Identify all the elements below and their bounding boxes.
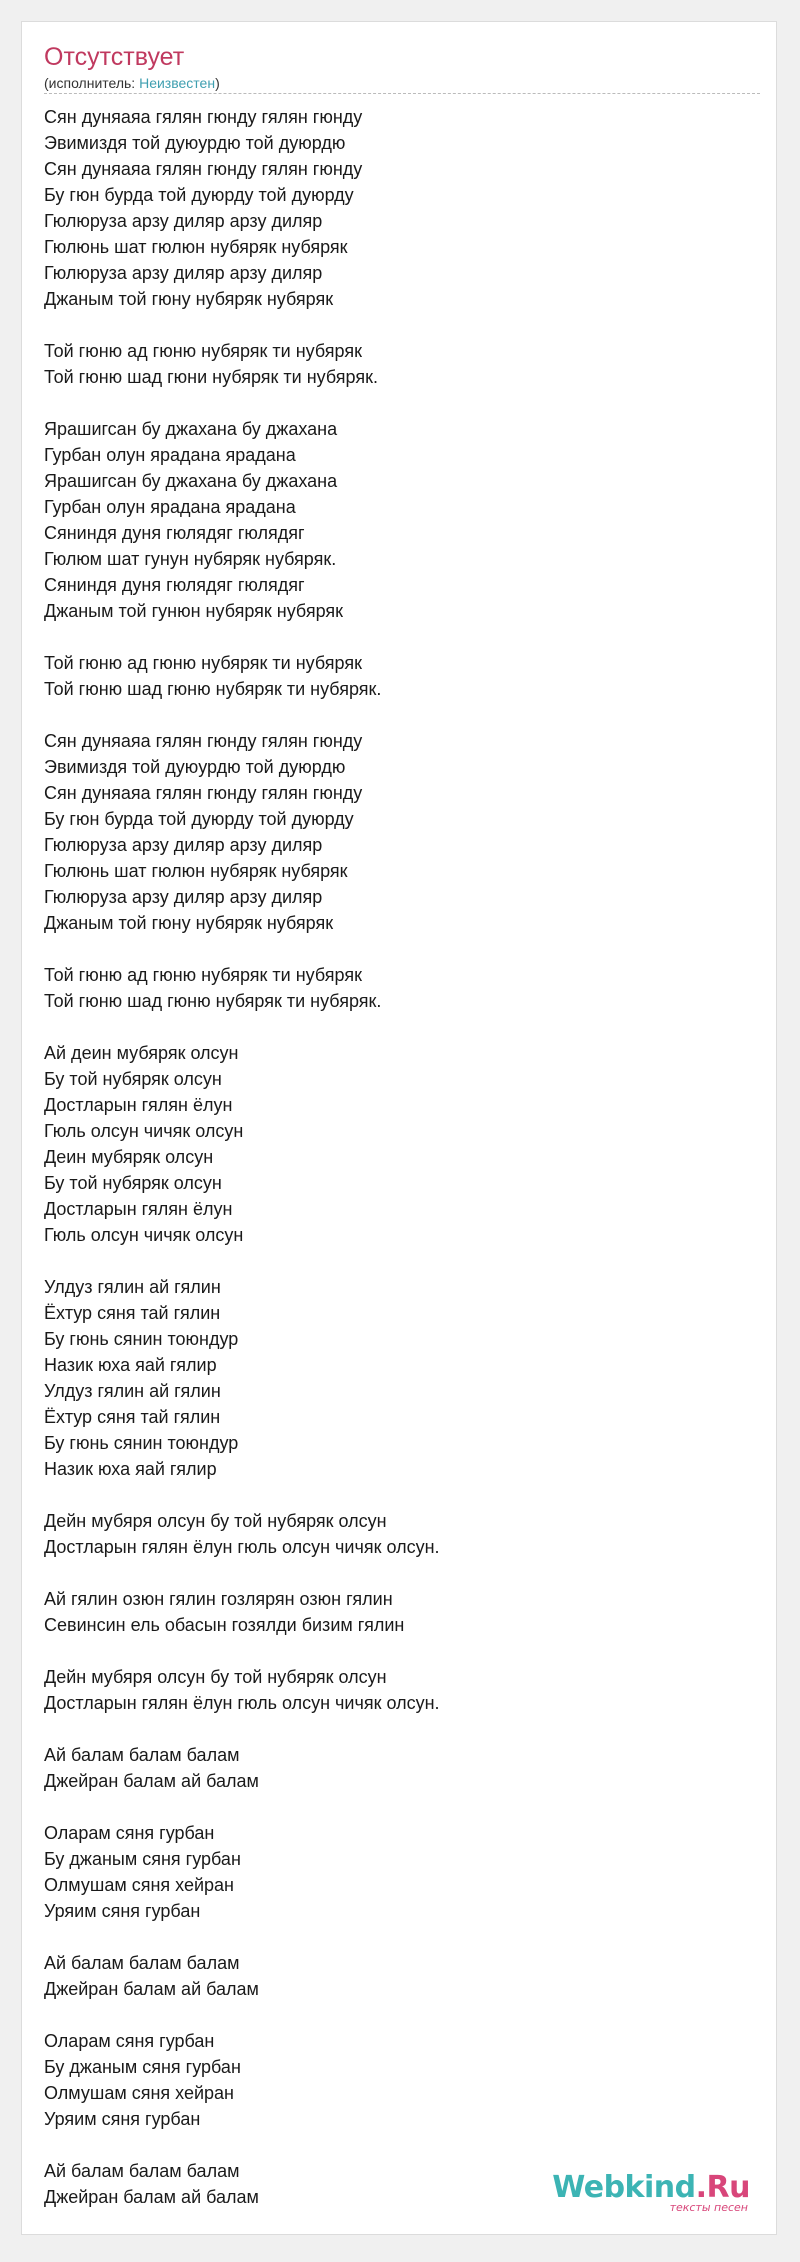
artist-prefix: (исполнитель: [44, 75, 140, 91]
logo-tld: .Ru [695, 2170, 750, 2205]
artist-link[interactable]: Неизвестен [139, 75, 216, 91]
logo-name: Webkind [552, 2170, 696, 2205]
header-divider [44, 93, 760, 94]
site-logo[interactable] [552, 2172, 750, 2214]
artist-suffix: ) [215, 75, 220, 91]
logo-tagline: тексты песен [669, 2201, 748, 2214]
song-title: Отсутствует [44, 43, 185, 71]
logo-wordmark [552, 2172, 750, 2204]
artist-line [44, 74, 220, 92]
lyrics-card [21, 21, 777, 2235]
lyrics-text: Сян дуняаяа гялян гюнду гялян гюнду Эвимиздя той дуюурдю той дуюрдю Сян дуняаяа гялян гюнду гялян гюнду Бу гюн бурда той дуюрду той дуюрду Гюлюруза арзу диляр арзу диляр Гюлюнь шат гюлюн нубяряк нубяряк Гюлюруза арзу диляр арзу диляр Джаным той гюну нубяряк нубяряк Той гюню ад гюню нубяряк ти нубяряк Той гюню шад гюни нубяряк ти нубяряк. Ярашигсан бу джахана бу джахана Гурбан олун ярадана ярадана Ярашигсан бу джахана бу джахана Гурбан олун ярадана ярадана Сяниндя дуня гюлядяг гюлядяг Гюлюм шат гунун нубяряк нубяряк. Сяниндя дуня гюлядяг гюлядяг Джаным той гунюн нубяряк нубяряк Той гюню ад гюню нубяряк ти нубяряк Той гюню шад гюню нубяряк ти нубяряк. Сян дуняаяа гялян гюнду гялян гюнду Эвимиздя той дуюурдю той дуюрдю Сян дуняаяа гялян гюнду гялян гюнду Бу гюн бурда той дуюрду той дуюрду Гюлюруза арзу диляр арзу диляр Гюлюнь шат гюлюн нубяряк нубяряк Гюлюруза арзу диляр арзу диляр Джаным той гюну нубяряк нубяряк Той гюню ад гюню нубяряк ти нубяряк Той гюню шад гюню нубяряк ти нубяряк. Ай деин мубяряк олсун Бу той нубяряк олсун Достларын гялян ёлун Гюль олсун чичяк олсун Деин мубяряк олсун Бу той нубяряк олсун Достларын гялян ёлун Гюль олсун чичяк олсун Улдуз гялин ай гялин Ёхтур сяня тай гялин Бу гюнь сянин тоюндур Назик юха яай гялир Улдуз гялин ай гялин Ёхтур сяня тай гялин Бу гюнь сянин тоюндур Назик юха яай гялир Дейн мубяря олсун бу той нубяряк олсун Достларын гялян ёлун гюль олсун чичяк олсун. Ай гялин озюн гялин гозлярян озюн гялин Севинсин ель обасын гозялди бизим гялин Дейн мубяря олсун бу той нубяряк олсун Достларын гялян ёлун гюль олсун чичяк олсун. Ай балам балам балам Джейран балам ай балам Оларам сяня гурбан Бу джаным сяня гурбан Олмушам сяня хейран Уряим сяня гурбан Ай балам балам балам Джейран балам ай балам Оларам сяня гурбан Бу джаным сяня гурбан Олмушам сяня хейран Уряим сяня гурбан Ай балам балам балам Джейран балам ай балам [44, 107, 440, 2207]
